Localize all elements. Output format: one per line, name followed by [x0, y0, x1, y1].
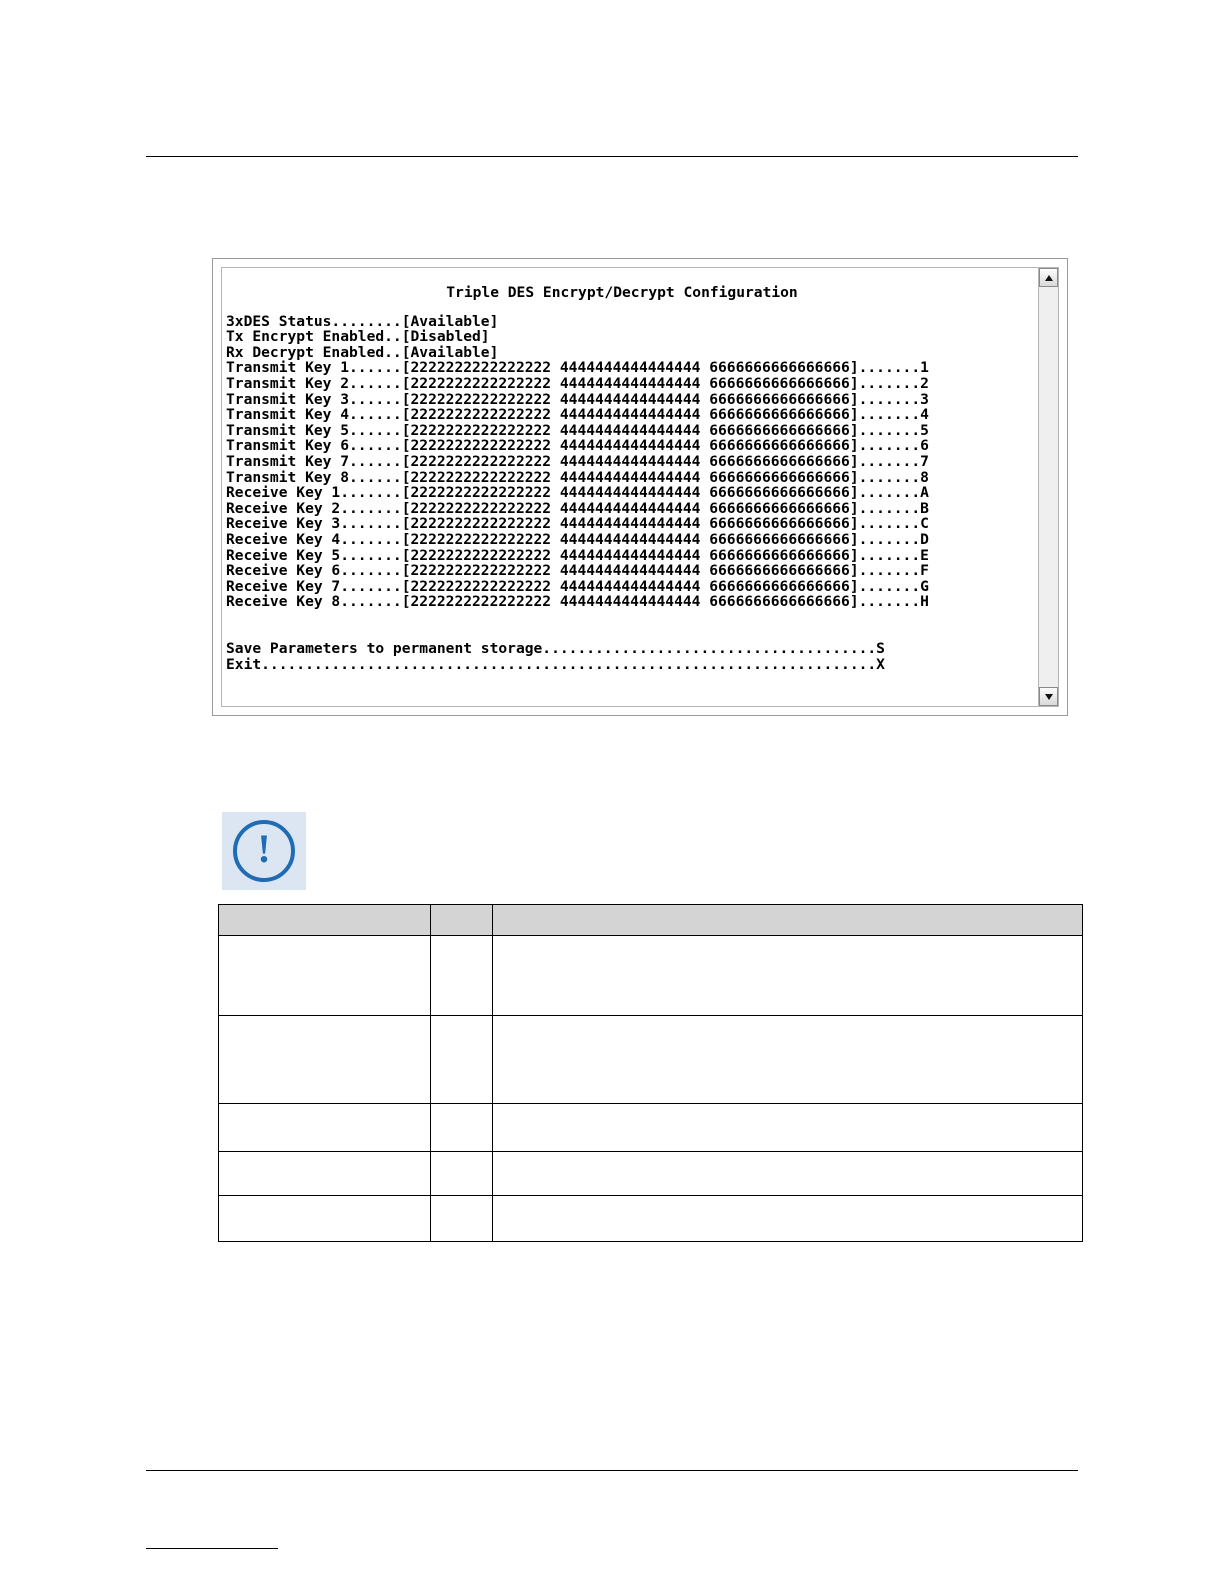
header-rule	[146, 156, 1078, 157]
chevron-up-icon	[1045, 275, 1053, 281]
table-cell-name	[219, 1104, 431, 1152]
terminal-inner-frame	[221, 267, 1059, 707]
parameter-table	[218, 904, 1083, 1242]
table-cell-key	[431, 936, 493, 1016]
table-cell-name	[219, 936, 431, 1016]
table-cell-name	[219, 1196, 431, 1242]
table-cell-key	[431, 1196, 493, 1242]
chevron-down-icon	[1045, 694, 1053, 700]
table-cell-description	[493, 1196, 1083, 1242]
table-cell-key	[431, 1152, 493, 1196]
table-row	[219, 1104, 1083, 1152]
note-callout-icon	[222, 812, 306, 890]
table-header-cell-2	[431, 905, 493, 936]
table-cell-key	[431, 1104, 493, 1152]
table-cell-description	[493, 936, 1083, 1016]
table-row	[219, 936, 1083, 1016]
terminal-body: 3xDES Status........[Available] Tx Encrypt Enabled..[Disabled] Rx Decrypt Enabled..[Available] Transmit Key 1......[2222222222222222 4444444444444444 6666666666666666].......1 Transmit Key 2......[2222222222222222 4444444444444444 6666666666666666].......2 Transmit Key 3......[2222222222222222 4444444444444444 6666666666666666].......3 Transmit Key 4......[2222222222222222 4444444444444444 6666666666666666].......4 Transmit Key 5......[2222222222222222 4444444444444444 6666666666666666].......5 Transmit Key 6......[2222222222222222 4444444444444444 6666666666666666].......6 Transmit Key 7......[2222222222222222 4444444444444444 6666666666666666].......7 Transmit Key 8......[2222222222222222 4444444444444444 6666666666666666].......8 Receive Key 1.......[2222222222222222 4444444444444444 6666666666666666].......A Receive Key 2.......[2222222222222222 4444444444444444 6666666666666666].......B Receive Key 3.......[2222222222222222 4444444444444444 6666666666666666].......C Receive Key 4.......[2222222222222222 4444444444444444 6666666666666666].......D Receive Key 5.......[2222222222222222 4444444444444444 6666666666666666].......E Receive Key 6.......[2222222222222222 4444444444444444 6666666666666666].......F Receive Key 7.......[2222222222222222 4444444444444444 6666666666666666].......G Receive Key 8.......[2222222222222222 4444444444444444 6666666666666666].......H Save Parameters to permanent storage......................................S Exit......................................................................X	[226, 312, 929, 673]
table-cell-name	[219, 1152, 431, 1196]
table-header-cell-3	[493, 905, 1083, 936]
table-row	[219, 1152, 1083, 1196]
table-header-row	[219, 905, 1083, 936]
scroll-up-button[interactable]	[1039, 268, 1058, 287]
table-cell-description	[493, 1104, 1083, 1152]
table-row	[219, 1016, 1083, 1104]
footnote-separator	[146, 1548, 278, 1549]
table-header-cell-1	[219, 905, 431, 936]
table-cell-name	[219, 1016, 431, 1104]
table-cell-key	[431, 1016, 493, 1104]
table-cell-description	[493, 1152, 1083, 1196]
terminal-scrollbar[interactable]	[1038, 268, 1058, 706]
table-row	[219, 1196, 1083, 1242]
scrollbar-track[interactable]	[1039, 287, 1058, 687]
scroll-down-button[interactable]	[1039, 687, 1058, 706]
exclamation-circle-icon	[233, 820, 295, 882]
terminal-content	[226, 272, 1034, 704]
table-cell-description	[493, 1016, 1083, 1104]
exclamation-mark: !	[257, 826, 271, 871]
terminal-screenshot	[212, 258, 1068, 716]
terminal-title: Triple DES Encrypt/Decrypt Configuration	[446, 284, 798, 301]
footer-rule	[146, 1470, 1078, 1471]
